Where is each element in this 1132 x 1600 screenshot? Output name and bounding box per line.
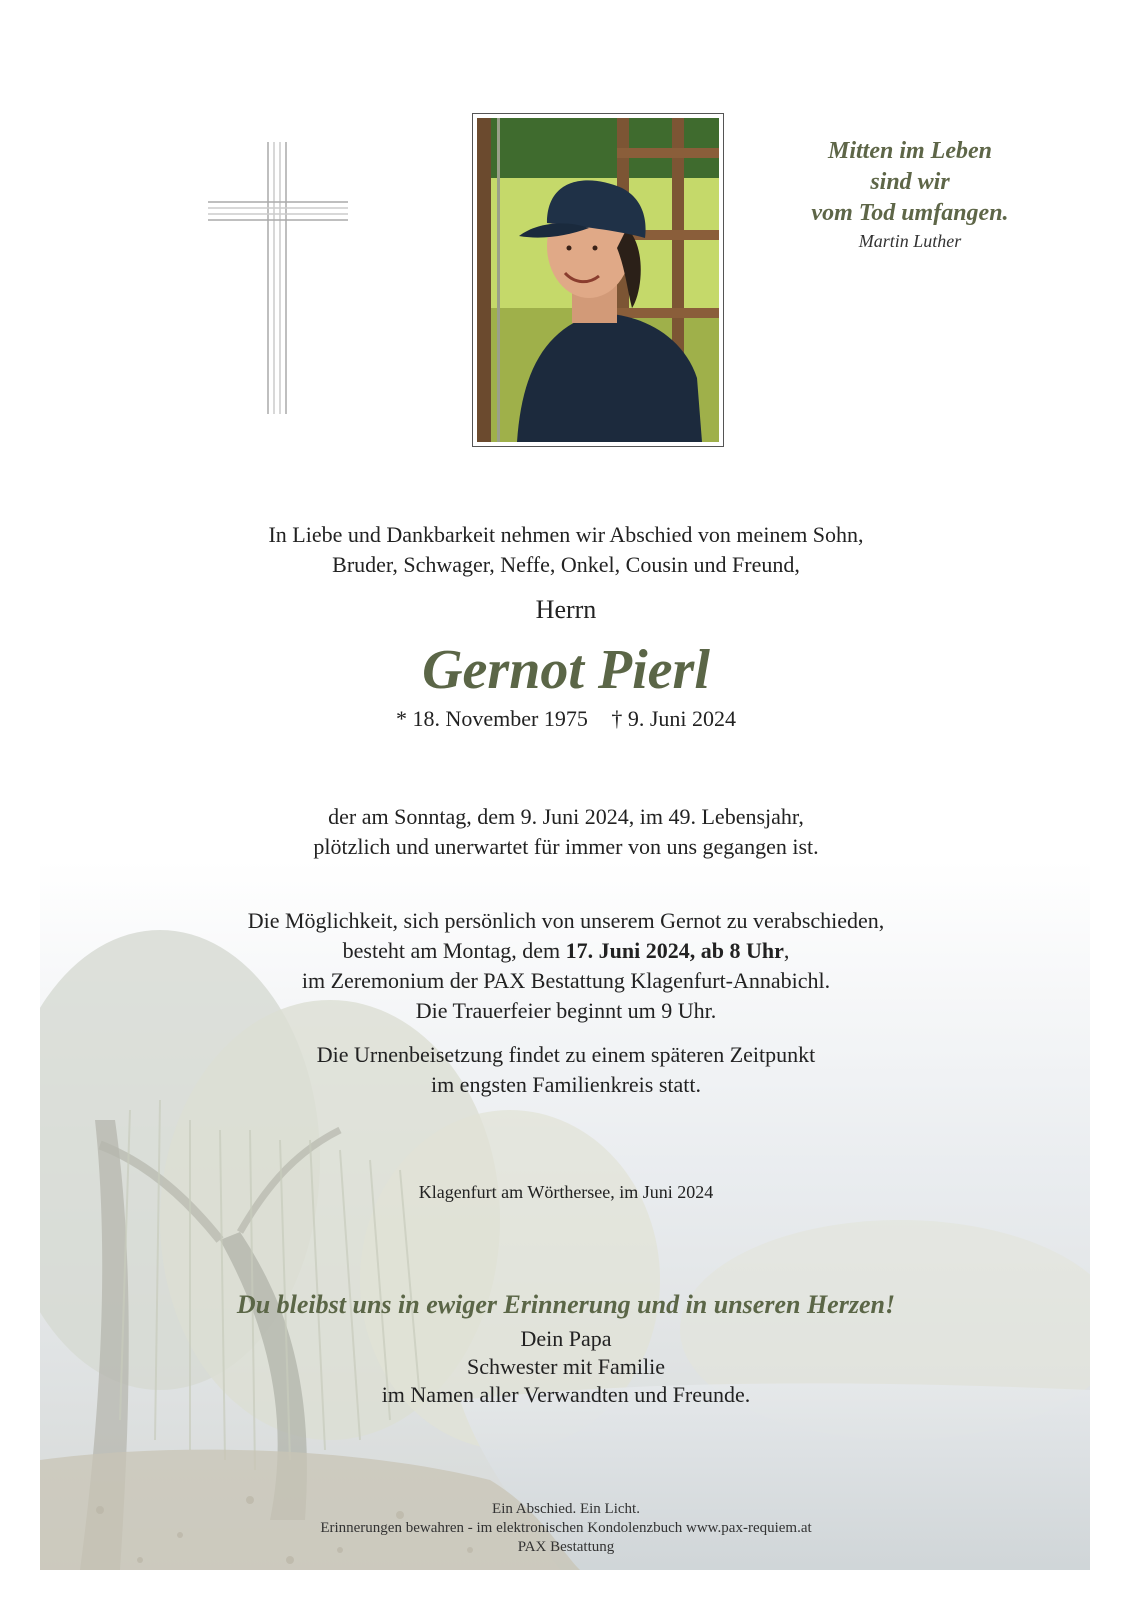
footer-line: PAX Bestattung <box>517 1539 615 1555</box>
memory-text: Du bleibst uns in ewiger Erinnerung und in unseren Herzen! <box>236 1290 896 1319</box>
deceased-name: Gernot Pierl <box>422 639 710 701</box>
birth-date: * 18. November 1975 <box>395 706 588 731</box>
intro-text <box>0 520 1132 580</box>
death-date: † 9. Juni 2024 <box>611 706 737 731</box>
farewell-line: Die Trauerfeier beginnt um 9 Uhr. <box>415 998 717 1023</box>
farewell-date-suffix: , <box>783 938 790 963</box>
family-line: Dein Papa <box>520 1326 612 1351</box>
intro-line: Bruder, Schwager, Neffe, Onkel, Cousin und Freund, <box>332 552 800 577</box>
farewell-line <box>0 936 1132 966</box>
cross-icon <box>208 142 348 414</box>
quote-line: vom Tod umfangen. <box>811 200 1009 226</box>
urn-text <box>0 1040 1132 1100</box>
portrait-photo <box>472 113 724 447</box>
death-text-line: plötzlich und unerwartet für immer von uns gegangen ist. <box>313 834 819 859</box>
family-line: Schwester mit Familie <box>467 1354 665 1379</box>
farewell-date: 17. Juni 2024, ab 8 Uhr <box>565 938 784 963</box>
place-date: Klagenfurt am Wörthersee, im Juni 2024 <box>418 1182 714 1202</box>
life-dates <box>0 704 1132 734</box>
farewell-line: Die Möglichkeit, sich persönlich von unserem Gernot zu verabschieden, <box>247 908 885 933</box>
farewell-line: im Zeremonium der PAX Bestattung Klagenfurt-Annabichl. <box>301 968 831 993</box>
intro-line: In Liebe und Dankbarkeit nehmen wir Abschied von meinem Sohn, <box>268 522 864 547</box>
footer <box>0 1500 1132 1557</box>
family-line: im Namen aller Verwandten und Freunde. <box>381 1382 751 1407</box>
death-text-line: der am Sonntag, dem 9. Juni 2024, im 49. Lebensjahr, <box>328 804 804 829</box>
farewell-text <box>0 906 1132 1026</box>
urn-line: Die Urnenbeisetzung findet zu einem späteren Zeitpunkt <box>316 1042 816 1067</box>
salutation: Herrn <box>535 595 597 624</box>
footer-line: Erinnerungen bewahren - im elektronischen Kondolenzbuch www.pax-requiem.at <box>320 1520 812 1536</box>
quote-block <box>780 136 1040 253</box>
footer-line: Ein Abschied. Ein Licht. <box>492 1501 640 1517</box>
farewell-date-prefix: besteht am Montag, dem <box>342 938 566 963</box>
quote-author: Martin Luther <box>858 231 962 251</box>
quote-line: sind wir <box>870 169 950 195</box>
quote-line: Mitten im Leben <box>828 138 992 164</box>
family-signature <box>0 1325 1132 1409</box>
death-text <box>0 802 1132 862</box>
urn-line: im engsten Familienkreis statt. <box>430 1072 702 1097</box>
